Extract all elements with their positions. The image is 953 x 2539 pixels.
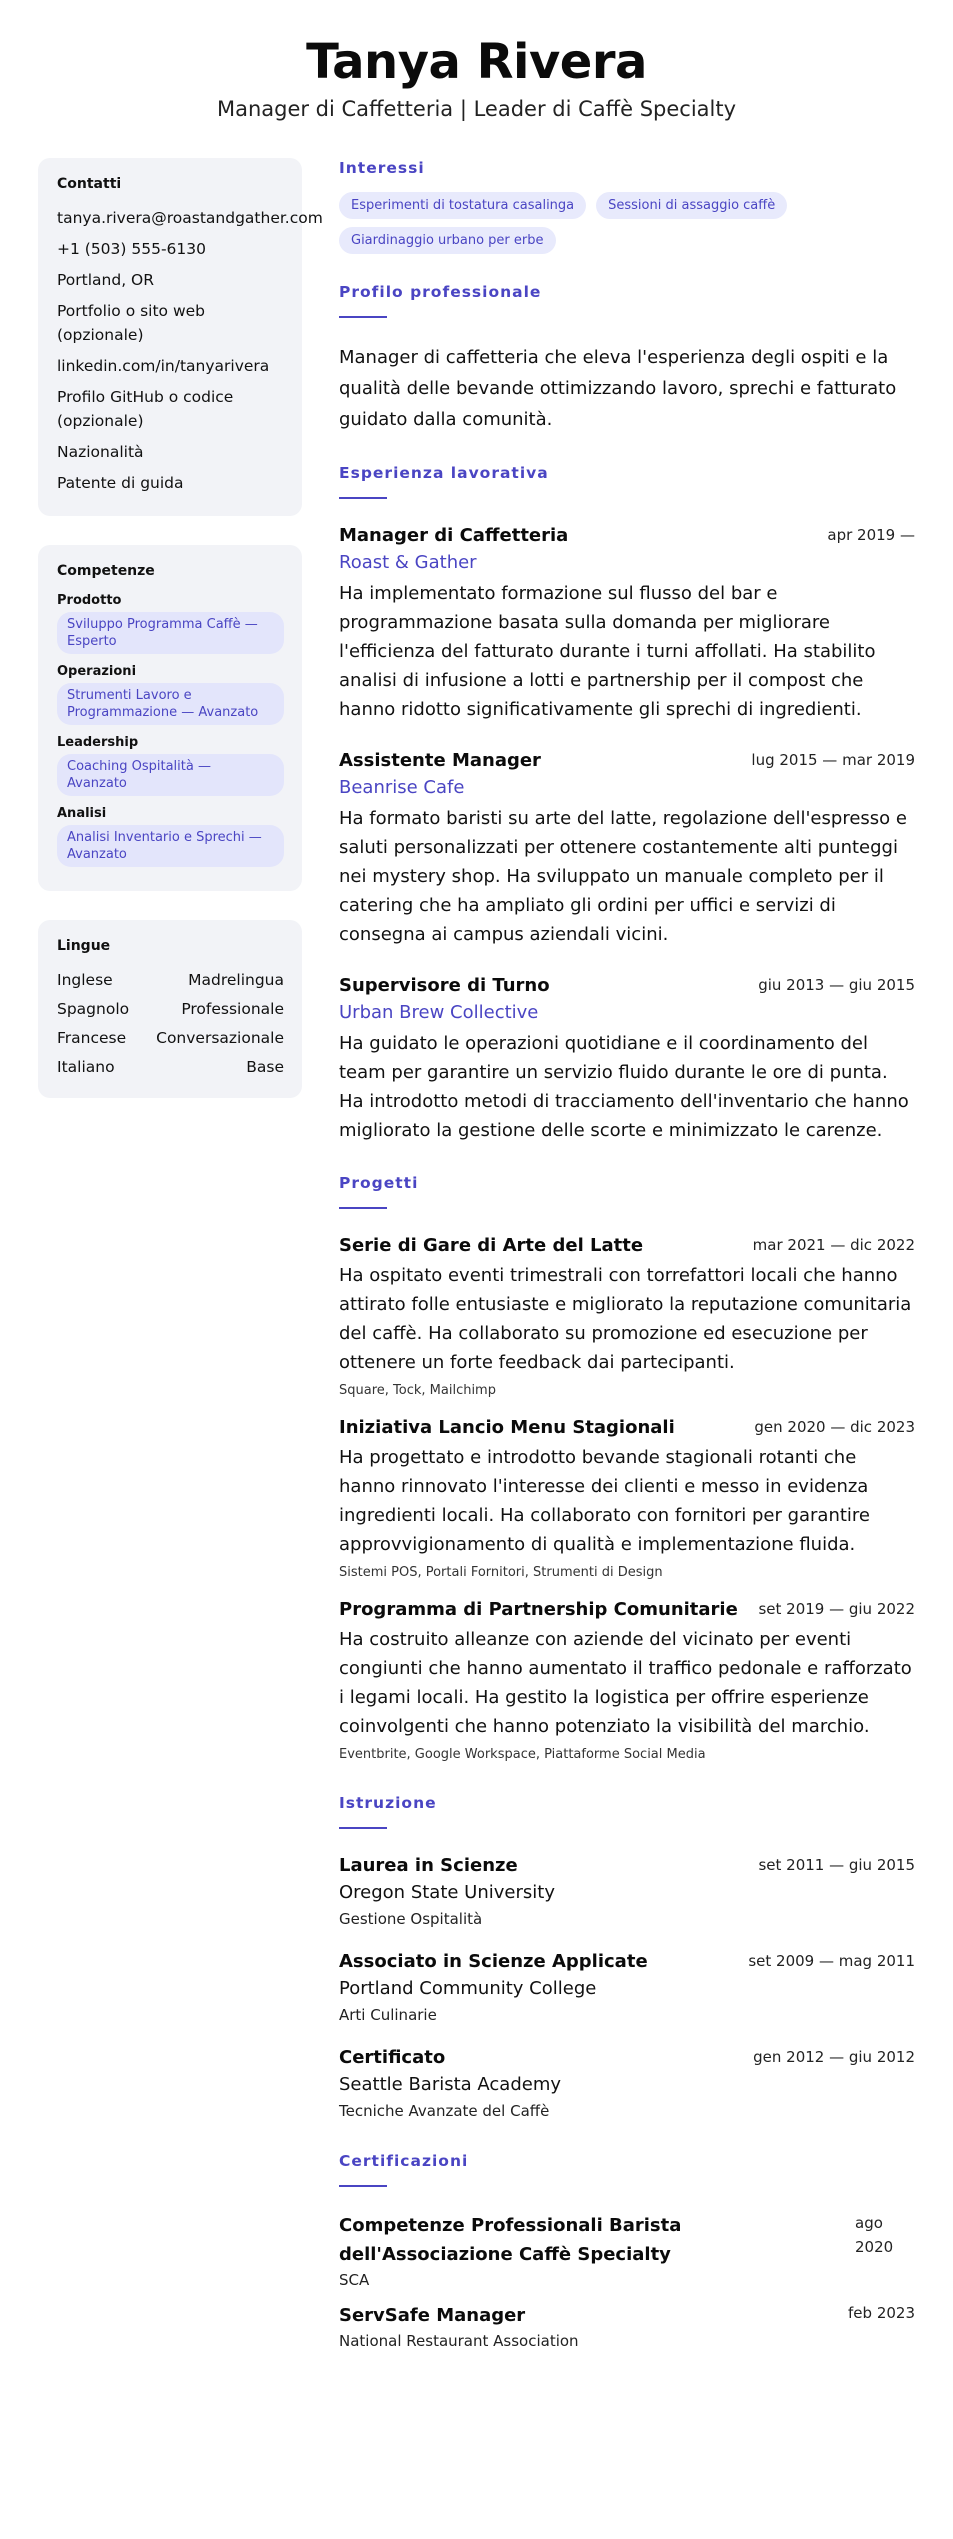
skill-chip: Sviluppo Programma Caffè — Esperto [57, 612, 284, 654]
language-name: Inglese [57, 971, 113, 989]
field-of-study: Tecniche Avanzate del Caffè [339, 2102, 550, 2120]
contact-email[interactable]: tanya.rivera@roastandgather.com [57, 209, 323, 227]
candidate-subtitle: Manager di Caffetteria | Leader di Caffè Specialty [216, 97, 737, 121]
project-tech: Square, Tock, Mailchimp [339, 1383, 496, 1398]
contact-github: Profilo GitHub o codice (opzionale) [57, 388, 234, 430]
job-company: Urban Brew Collective [339, 1002, 539, 1023]
field-of-study: Arti Culinarie [339, 2006, 437, 2024]
project-entry [339, 1233, 915, 1401]
experience-section [339, 463, 915, 1145]
skill-group [57, 735, 284, 796]
job-description: Ha guidato le operazioni quotidiane e il coordinamento del team per garantire un servizio fluido durante le ore di punta. Ha introdotto metodi di tracciamento dell'inventario che hanno migliorato la gestione delle scorte e minimizzato le carenze. [339, 1033, 909, 1141]
skill-label: Prodotto [57, 593, 122, 608]
education-date: set 2009 — mag 2011 [748, 1952, 915, 1970]
resume-header [0, 0, 953, 122]
language-row [57, 968, 284, 992]
language-level: Conversazionale [156, 1029, 284, 1047]
degree: Associato in Scienze Applicate [339, 1951, 648, 1972]
certification-issuer: SCA [339, 2271, 370, 2289]
education-date: gen 2012 — giu 2012 [753, 2048, 915, 2066]
certifications-title: Certificazioni [339, 2152, 469, 2170]
contact-nationality: Nazionalità [57, 443, 144, 461]
project-tech: Sistemi POS, Portali Fornitori, Strumenti di Design [339, 1565, 663, 1580]
job-description: Ha formato baristi su arte del latte, regolazione dell'espresso e saluti personalizzati per ottenere costantemente alti punteggi nei mystery shop. Ha sviluppato un manuale completo per il catering che ha ampliato gli ordini per uffici e servizi di consegna ai campus aziendali vicini. [339, 808, 907, 945]
languages-card [38, 920, 302, 1098]
experience-title: Esperienza lavorativa [339, 464, 549, 482]
project-name: Programma di Partnership Comunitarie [339, 1599, 738, 1620]
job-description: Ha implementato formazione sul flusso del bar e programmazione basata sulla domanda per migliorare l'efficienza del fatturato durante i turni affollati. Ha stabilito analisi di infusione a lotti e partnership per il compost che hanno ridotto significativamente gli sprechi di ingredienti. [339, 583, 876, 720]
skill-group [57, 664, 284, 725]
certification-date: feb 2023 [848, 2304, 915, 2322]
project-name: Serie di Gare di Arte del Latte [339, 1235, 644, 1256]
interests-title: Interessi [339, 159, 425, 177]
section-divider [339, 497, 387, 499]
skill-chip: Analisi Inventario e Sprechi — Avanzato [57, 825, 284, 867]
project-description: Ha ospitato eventi trimestrali con torrefattori locali che hanno attirato folle entusiaste e migliorato la reputazione comunitaria del caffè. Ha collaborato su promozione ed esecuzione per ottenere un forte feedback dai partecipanti. [339, 1265, 912, 1373]
language-level: Base [246, 1058, 284, 1076]
projects-section [339, 1173, 915, 1765]
job-date: lug 2015 — mar 2019 [751, 751, 915, 769]
skills-card [38, 545, 302, 891]
job-company: Roast & Gather [339, 552, 477, 573]
certifications-section [339, 2151, 915, 2352]
education-date: set 2011 — giu 2015 [758, 1856, 915, 1874]
skills-title: Competenze [57, 563, 155, 579]
certification-name: Competenze Professionali Barista dell'Associazione Caffè Specialty [339, 2215, 682, 2265]
sidebar [38, 158, 323, 1127]
profile-section [339, 282, 915, 435]
job-title: Manager di Caffetteria [339, 525, 569, 546]
section-divider [339, 316, 387, 318]
language-name: Italiano [57, 1058, 115, 1076]
certification-entry [339, 2301, 915, 2352]
skill-label: Analisi [57, 806, 107, 821]
section-divider [339, 1207, 387, 1209]
contact-license: Patente di guida [57, 474, 184, 492]
degree: Certificato [339, 2047, 446, 2068]
language-level: Professionale [181, 1000, 284, 1018]
section-divider [339, 1827, 387, 1829]
languages-title: Lingue [57, 938, 111, 954]
interest-chip: Esperimenti di tostatura casalinga [339, 192, 586, 219]
project-entry [339, 1597, 915, 1765]
institution: Portland Community College [339, 1978, 597, 1999]
contacts-card [38, 158, 323, 516]
profile-text: Manager di caffetteria che eleva l'esperienza degli ospiti e la qualità delle bevande ottimizzando lavoro, sprechi e fatturato guidato dalla comunità. [339, 347, 897, 430]
job-title: Supervisore di Turno [339, 975, 550, 996]
contact-portfolio: Portfolio o sito web (opzionale) [57, 302, 206, 344]
language-name: Francese [57, 1029, 127, 1047]
skill-chip: Coaching Ospitalità — Avanzato [57, 754, 284, 796]
project-description: Ha progettato e introdotto bevande stagionali rotanti che hanno rinnovato l'interesse dei clienti e messo in evidenza ingredienti locali. Ha collaborato con fornitori per garantire approvvigionamento di qualità e implementazione fluida. [339, 1447, 871, 1555]
project-tech: Eventbrite, Google Workspace, Piattaforme Social Media [339, 1747, 706, 1762]
contact-location: Portland, OR [57, 271, 155, 289]
skill-group [57, 806, 284, 867]
certification-date: ago 2020 [855, 2214, 894, 2256]
language-row [57, 1055, 284, 1079]
job-title: Assistente Manager [339, 750, 541, 771]
experience-entry [339, 523, 915, 724]
certification-issuer: National Restaurant Association [339, 2332, 579, 2350]
skill-group [57, 593, 284, 654]
interests-section [339, 158, 915, 254]
language-row [57, 997, 284, 1021]
skill-label: Operazioni [57, 664, 137, 679]
field-of-study: Gestione Ospitalità [339, 1910, 483, 1928]
experience-entry [339, 748, 915, 949]
job-company: Beanrise Cafe [339, 777, 465, 798]
interest-chip: Sessioni di assaggio caffè [596, 192, 787, 219]
contacts-title: Contatti [57, 176, 122, 192]
project-entry [339, 1415, 915, 1583]
candidate-name: Tanya Rivera [306, 34, 647, 90]
interests-list [339, 192, 915, 254]
certification-name: ServSafe Manager [339, 2305, 526, 2326]
job-date: giu 2013 — giu 2015 [758, 976, 915, 994]
project-date: mar 2021 — dic 2022 [752, 1236, 915, 1254]
contact-phone[interactable]: +1 (503) 555-6130 [57, 240, 207, 258]
language-level: Madrelingua [188, 971, 284, 989]
education-title: Istruzione [339, 1794, 437, 1812]
main-content [339, 158, 915, 2380]
project-date: set 2019 — giu 2022 [758, 1600, 915, 1618]
project-name: Iniziativa Lancio Menu Stagionali [339, 1417, 675, 1438]
language-name: Spagnolo [57, 1000, 130, 1018]
job-date: apr 2019 — [827, 526, 915, 544]
profile-title: Profilo professionale [339, 283, 542, 301]
institution: Oregon State University [339, 1882, 555, 1903]
education-entry [339, 1949, 915, 2027]
education-entry [339, 2045, 915, 2123]
project-date: gen 2020 — dic 2023 [754, 1418, 915, 1436]
section-divider [339, 2185, 387, 2187]
language-row [57, 1026, 284, 1050]
projects-title: Progetti [339, 1174, 419, 1192]
interest-chip: Giardinaggio urbano per erbe [339, 227, 556, 254]
certification-entry [339, 2211, 915, 2291]
skill-chip: Strumenti Lavoro e Programmazione — Avanzato [57, 683, 284, 725]
contact-linkedin[interactable]: linkedin.com/in/tanyarivera [57, 357, 270, 375]
education-entry [339, 1853, 915, 1931]
experience-entry [339, 973, 915, 1145]
project-description: Ha costruito alleanze con aziende del vicinato per eventi congiunti che hanno aumentato il traffico pedonale e rafforzato i legami locali. Ha gestito la logistica per offrire esperienze coinvolgenti che hanno potenziato la visibilità del marchio. [339, 1629, 912, 1737]
education-section [339, 1793, 915, 2123]
institution: Seattle Barista Academy [339, 2074, 562, 2095]
skill-label: Leadership [57, 735, 139, 750]
degree: Laurea in Scienze [339, 1855, 518, 1876]
